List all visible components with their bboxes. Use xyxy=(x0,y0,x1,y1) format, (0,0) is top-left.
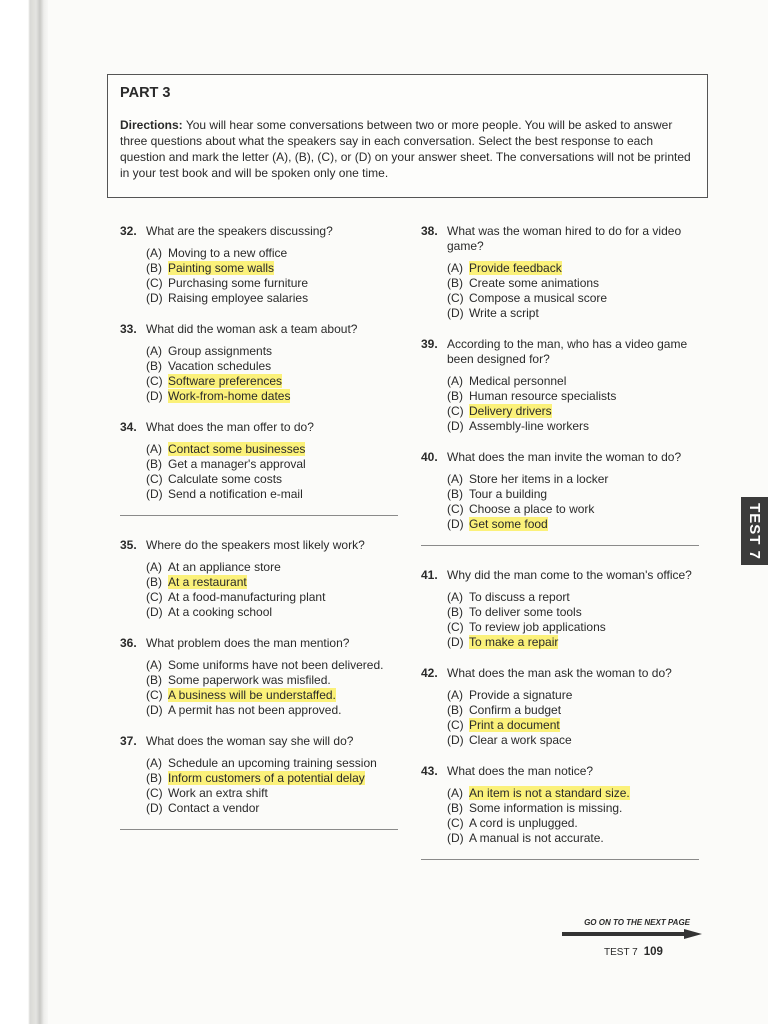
option-letter: (C) xyxy=(146,590,163,604)
option-letter: (A) xyxy=(447,786,463,800)
answer-options xyxy=(447,590,706,650)
question-35 xyxy=(120,538,405,620)
answer-option[interactable] xyxy=(447,502,706,517)
question-stem xyxy=(120,636,405,651)
answer-option[interactable] xyxy=(146,359,405,374)
answer-option[interactable] xyxy=(146,605,405,620)
question-number: 36. xyxy=(120,636,137,650)
option-text: To discuss a report xyxy=(469,590,570,604)
option-text: At a food-manufacturing plant xyxy=(168,590,326,604)
option-text: Purchasing some furniture xyxy=(168,276,309,290)
answer-options xyxy=(447,472,706,532)
option-letter: (A) xyxy=(146,658,162,672)
option-text: Work an extra shift xyxy=(168,786,268,800)
answer-option[interactable] xyxy=(447,472,706,487)
option-letter: (C) xyxy=(447,502,464,516)
answer-option[interactable] xyxy=(146,374,405,389)
answer-options xyxy=(146,442,405,502)
option-text: Create some animations xyxy=(469,276,600,290)
directions-text: You will hear some conversations between two or more people. You will be asked to answer three questions about what the speakers say in each conversation. Select the best response to each question and mark the letter (A), (B), (C), or (D) on your answer sheet. The conversations will not be printed in your test book and will be spoken only one time. xyxy=(120,118,691,180)
option-text: Vacation schedules xyxy=(168,359,272,373)
answer-option[interactable] xyxy=(146,801,405,816)
question-text: What does the man ask the woman to do? xyxy=(447,666,672,680)
answer-options xyxy=(146,658,405,718)
answer-option[interactable] xyxy=(146,442,405,457)
option-letter: (D) xyxy=(447,517,464,531)
option-letter: (B) xyxy=(146,673,162,687)
answer-option[interactable] xyxy=(146,771,405,786)
option-text: Assembly-line workers xyxy=(469,419,590,433)
highlighted-option-text: Print a document xyxy=(469,718,560,732)
part-title: PART 3 xyxy=(120,85,171,101)
option-text: Get a manager's approval xyxy=(168,457,306,471)
page-number: 109 xyxy=(643,946,663,958)
answer-option[interactable] xyxy=(146,457,405,472)
option-text: A cord is unplugged. xyxy=(469,816,578,830)
option-letter: (C) xyxy=(447,404,464,418)
question-number: 32. xyxy=(120,224,137,238)
option-letter: (B) xyxy=(447,605,463,619)
question-32 xyxy=(120,224,405,306)
option-letter: (C) xyxy=(447,718,464,732)
option-text: Raising employee salaries xyxy=(168,291,309,305)
question-text: What did the woman ask a team about? xyxy=(146,322,358,336)
highlighted-option-text: Software preferences xyxy=(168,374,283,388)
option-letter: (A) xyxy=(146,560,162,574)
answer-option[interactable] xyxy=(447,517,706,532)
answer-option[interactable] xyxy=(447,816,706,831)
answer-options xyxy=(146,756,405,816)
question-text: What problem does the man mention? xyxy=(146,636,350,650)
page-footer xyxy=(604,946,663,958)
section-divider xyxy=(421,545,699,546)
answer-option[interactable] xyxy=(146,658,405,673)
answer-options xyxy=(447,786,706,846)
option-text: To deliver some tools xyxy=(469,605,582,619)
option-letter: (A) xyxy=(447,374,463,388)
option-text: Some paperwork was misfiled. xyxy=(168,673,331,687)
highlighted-option-text: An item is not a standard size. xyxy=(469,786,630,800)
answer-option[interactable] xyxy=(146,590,405,605)
option-letter: (C) xyxy=(146,688,163,702)
option-letter: (D) xyxy=(447,635,464,649)
option-letter: (D) xyxy=(447,306,464,320)
answer-option[interactable] xyxy=(146,688,405,703)
question-text: According to the man, who has a video game been designed for? xyxy=(447,337,688,366)
answer-option[interactable] xyxy=(146,291,405,306)
answer-option[interactable] xyxy=(146,756,405,771)
answer-option[interactable] xyxy=(447,831,706,846)
question-text: What does the woman say she will do? xyxy=(146,734,354,748)
question-stem xyxy=(120,322,405,337)
answer-options xyxy=(447,374,706,434)
question-stem xyxy=(421,337,706,367)
option-letter: (B) xyxy=(447,801,463,815)
answer-option[interactable] xyxy=(447,635,706,650)
answer-option[interactable] xyxy=(447,306,706,321)
option-text: Some information is missing. xyxy=(469,801,623,815)
footer-test-label: TEST 7 xyxy=(604,947,638,958)
section-divider xyxy=(120,829,398,830)
option-letter: (B) xyxy=(146,575,162,589)
question-number: 34. xyxy=(120,420,137,434)
question-stem xyxy=(421,450,706,465)
option-letter: (A) xyxy=(146,442,162,456)
question-43 xyxy=(421,764,706,846)
answer-option[interactable] xyxy=(447,718,706,733)
highlighted-option-text: At a restaurant xyxy=(168,575,247,589)
test-side-tab-label: TEST 7 xyxy=(746,502,764,560)
answer-option[interactable] xyxy=(447,605,706,620)
option-letter: (A) xyxy=(146,246,162,260)
option-text: At an appliance store xyxy=(168,560,281,574)
option-letter: (D) xyxy=(146,291,163,305)
answer-option[interactable] xyxy=(146,703,405,718)
answer-option[interactable] xyxy=(146,261,405,276)
question-number: 33. xyxy=(120,322,137,336)
question-38 xyxy=(421,224,706,321)
option-letter: (B) xyxy=(447,703,463,717)
option-text: Human resource specialists xyxy=(469,389,617,403)
answer-option[interactable] xyxy=(447,291,706,306)
option-letter: (C) xyxy=(447,620,464,634)
question-36 xyxy=(120,636,405,718)
question-34 xyxy=(120,420,405,502)
question-text: What does the man invite the woman to do? xyxy=(447,450,682,464)
question-stem xyxy=(421,224,706,254)
highlighted-option-text: Painting some walls xyxy=(168,261,275,275)
option-letter: (C) xyxy=(146,374,163,388)
option-letter: (C) xyxy=(146,276,163,290)
answer-option[interactable] xyxy=(447,276,706,291)
answer-options xyxy=(447,688,706,748)
option-letter: (D) xyxy=(146,801,163,815)
answer-option[interactable] xyxy=(447,786,706,801)
option-letter: (C) xyxy=(447,291,464,305)
option-text: Schedule an upcoming training session xyxy=(168,756,377,770)
option-text: Clear a work space xyxy=(469,733,572,747)
section-divider xyxy=(421,859,699,860)
answer-option[interactable] xyxy=(146,344,405,359)
option-text: A permit has not been approved. xyxy=(168,703,342,717)
highlighted-option-text: Work-from-home dates xyxy=(168,389,291,403)
question-number: 40. xyxy=(421,450,438,464)
answer-options xyxy=(447,261,706,321)
option-letter: (A) xyxy=(447,590,463,604)
answer-option[interactable] xyxy=(447,688,706,703)
question-stem xyxy=(120,224,405,239)
answer-option[interactable] xyxy=(146,246,405,261)
option-letter: (B) xyxy=(447,276,463,290)
answer-option[interactable] xyxy=(447,487,706,502)
left-column xyxy=(120,224,405,830)
answer-option[interactable] xyxy=(146,487,405,502)
answer-option[interactable] xyxy=(146,575,405,590)
question-stem xyxy=(120,420,405,435)
answer-option[interactable] xyxy=(146,276,405,291)
option-text: A manual is not accurate. xyxy=(469,831,604,845)
question-text: What does the man offer to do? xyxy=(146,420,314,434)
answer-option[interactable] xyxy=(146,472,405,487)
answer-option[interactable] xyxy=(447,703,706,718)
question-stem xyxy=(120,734,405,749)
option-letter: (C) xyxy=(146,472,163,486)
option-letter: (D) xyxy=(146,389,163,403)
question-text: Why did the man come to the woman's office? xyxy=(447,568,692,582)
option-letter: (D) xyxy=(146,703,163,717)
answer-option[interactable] xyxy=(447,404,706,419)
option-text: Provide a signature xyxy=(469,688,573,702)
question-number: 39. xyxy=(421,337,438,351)
question-text: What does the man notice? xyxy=(447,764,594,778)
option-letter: (B) xyxy=(146,457,162,471)
option-letter: (C) xyxy=(146,786,163,800)
question-number: 42. xyxy=(421,666,438,680)
question-stem xyxy=(421,666,706,681)
next-page-indicator xyxy=(562,918,702,939)
question-stem xyxy=(120,538,405,553)
option-text: Write a script xyxy=(469,306,539,320)
section-divider xyxy=(120,515,398,516)
question-text: What are the speakers discussing? xyxy=(146,224,333,238)
answer-option[interactable] xyxy=(447,389,706,404)
option-letter: (D) xyxy=(447,831,464,845)
answer-options xyxy=(146,246,405,306)
highlighted-option-text: Get some food xyxy=(469,517,548,531)
answer-option[interactable] xyxy=(146,389,405,404)
question-text: What was the woman hired to do for a video game? xyxy=(447,224,682,253)
scan-edge xyxy=(0,0,48,1024)
question-37 xyxy=(120,734,405,816)
right-column xyxy=(421,224,706,860)
option-letter: (B) xyxy=(447,389,463,403)
option-letter: (B) xyxy=(146,771,162,785)
question-40 xyxy=(421,450,706,532)
test-side-tab xyxy=(741,497,768,565)
highlighted-option-text: Delivery drivers xyxy=(469,404,552,418)
answer-option[interactable] xyxy=(447,733,706,748)
answer-option[interactable] xyxy=(447,801,706,816)
option-letter: (B) xyxy=(447,487,463,501)
highlighted-option-text: Contact some businesses xyxy=(168,442,306,456)
option-text: Compose a musical score xyxy=(469,291,608,305)
option-letter: (B) xyxy=(146,359,162,373)
option-text: Tour a building xyxy=(469,487,548,501)
question-33 xyxy=(120,322,405,404)
option-text: Moving to a new office xyxy=(168,246,288,260)
option-text: At a cooking school xyxy=(168,605,273,619)
question-41 xyxy=(421,568,706,650)
highlighted-option-text: Inform customers of a potential delay xyxy=(168,771,365,785)
option-letter: (A) xyxy=(146,756,162,770)
option-text: Calculate some costs xyxy=(168,472,283,486)
question-number: 38. xyxy=(421,224,438,238)
answer-option[interactable] xyxy=(146,673,405,688)
answer-option[interactable] xyxy=(447,419,706,434)
option-letter: (A) xyxy=(146,344,162,358)
question-text: Where do the speakers most likely work? xyxy=(146,538,365,552)
option-letter: (C) xyxy=(447,816,464,830)
option-text: Send a notification e-mail xyxy=(168,487,303,501)
question-number: 35. xyxy=(120,538,137,552)
option-letter: (D) xyxy=(447,419,464,433)
highlighted-option-text: To make a repair xyxy=(469,635,559,649)
answer-options xyxy=(146,560,405,620)
right-arrow-icon xyxy=(562,929,702,939)
next-page-text: GO ON TO THE NEXT PAGE xyxy=(584,918,690,927)
option-letter: (A) xyxy=(447,261,463,275)
option-letter: (B) xyxy=(146,261,162,275)
answer-option[interactable] xyxy=(146,560,405,575)
highlighted-option-text: A business will be understaffed. xyxy=(168,688,336,702)
answer-option[interactable] xyxy=(447,261,706,276)
option-letter: (D) xyxy=(146,487,163,501)
option-text: Some uniforms have not been delivered. xyxy=(168,658,384,672)
option-letter: (D) xyxy=(146,605,163,619)
directions-paragraph xyxy=(120,117,695,181)
option-text: Group assignments xyxy=(168,344,273,358)
option-text: Confirm a budget xyxy=(469,703,562,717)
question-42 xyxy=(421,666,706,748)
option-text: Contact a vendor xyxy=(168,801,260,815)
answer-option[interactable] xyxy=(447,620,706,635)
highlighted-option-text: Provide feedback xyxy=(469,261,562,275)
question-number: 37. xyxy=(120,734,137,748)
option-letter: (A) xyxy=(447,688,463,702)
question-stem xyxy=(421,764,706,779)
answer-option[interactable] xyxy=(447,590,706,605)
option-text: Store her items in a locker xyxy=(469,472,609,486)
directions-lead: Directions: xyxy=(120,118,183,132)
answer-option[interactable] xyxy=(447,374,706,389)
option-text: Choose a place to work xyxy=(469,502,595,516)
option-text: To review job applications xyxy=(469,620,606,634)
answer-options xyxy=(146,344,405,404)
option-letter: (D) xyxy=(447,733,464,747)
option-text: Medical personnel xyxy=(469,374,567,388)
option-letter: (A) xyxy=(447,472,463,486)
question-number: 41. xyxy=(421,568,438,582)
answer-option[interactable] xyxy=(146,786,405,801)
question-stem xyxy=(421,568,706,583)
question-39 xyxy=(421,337,706,434)
question-number: 43. xyxy=(421,764,438,778)
directions-box xyxy=(107,74,708,198)
